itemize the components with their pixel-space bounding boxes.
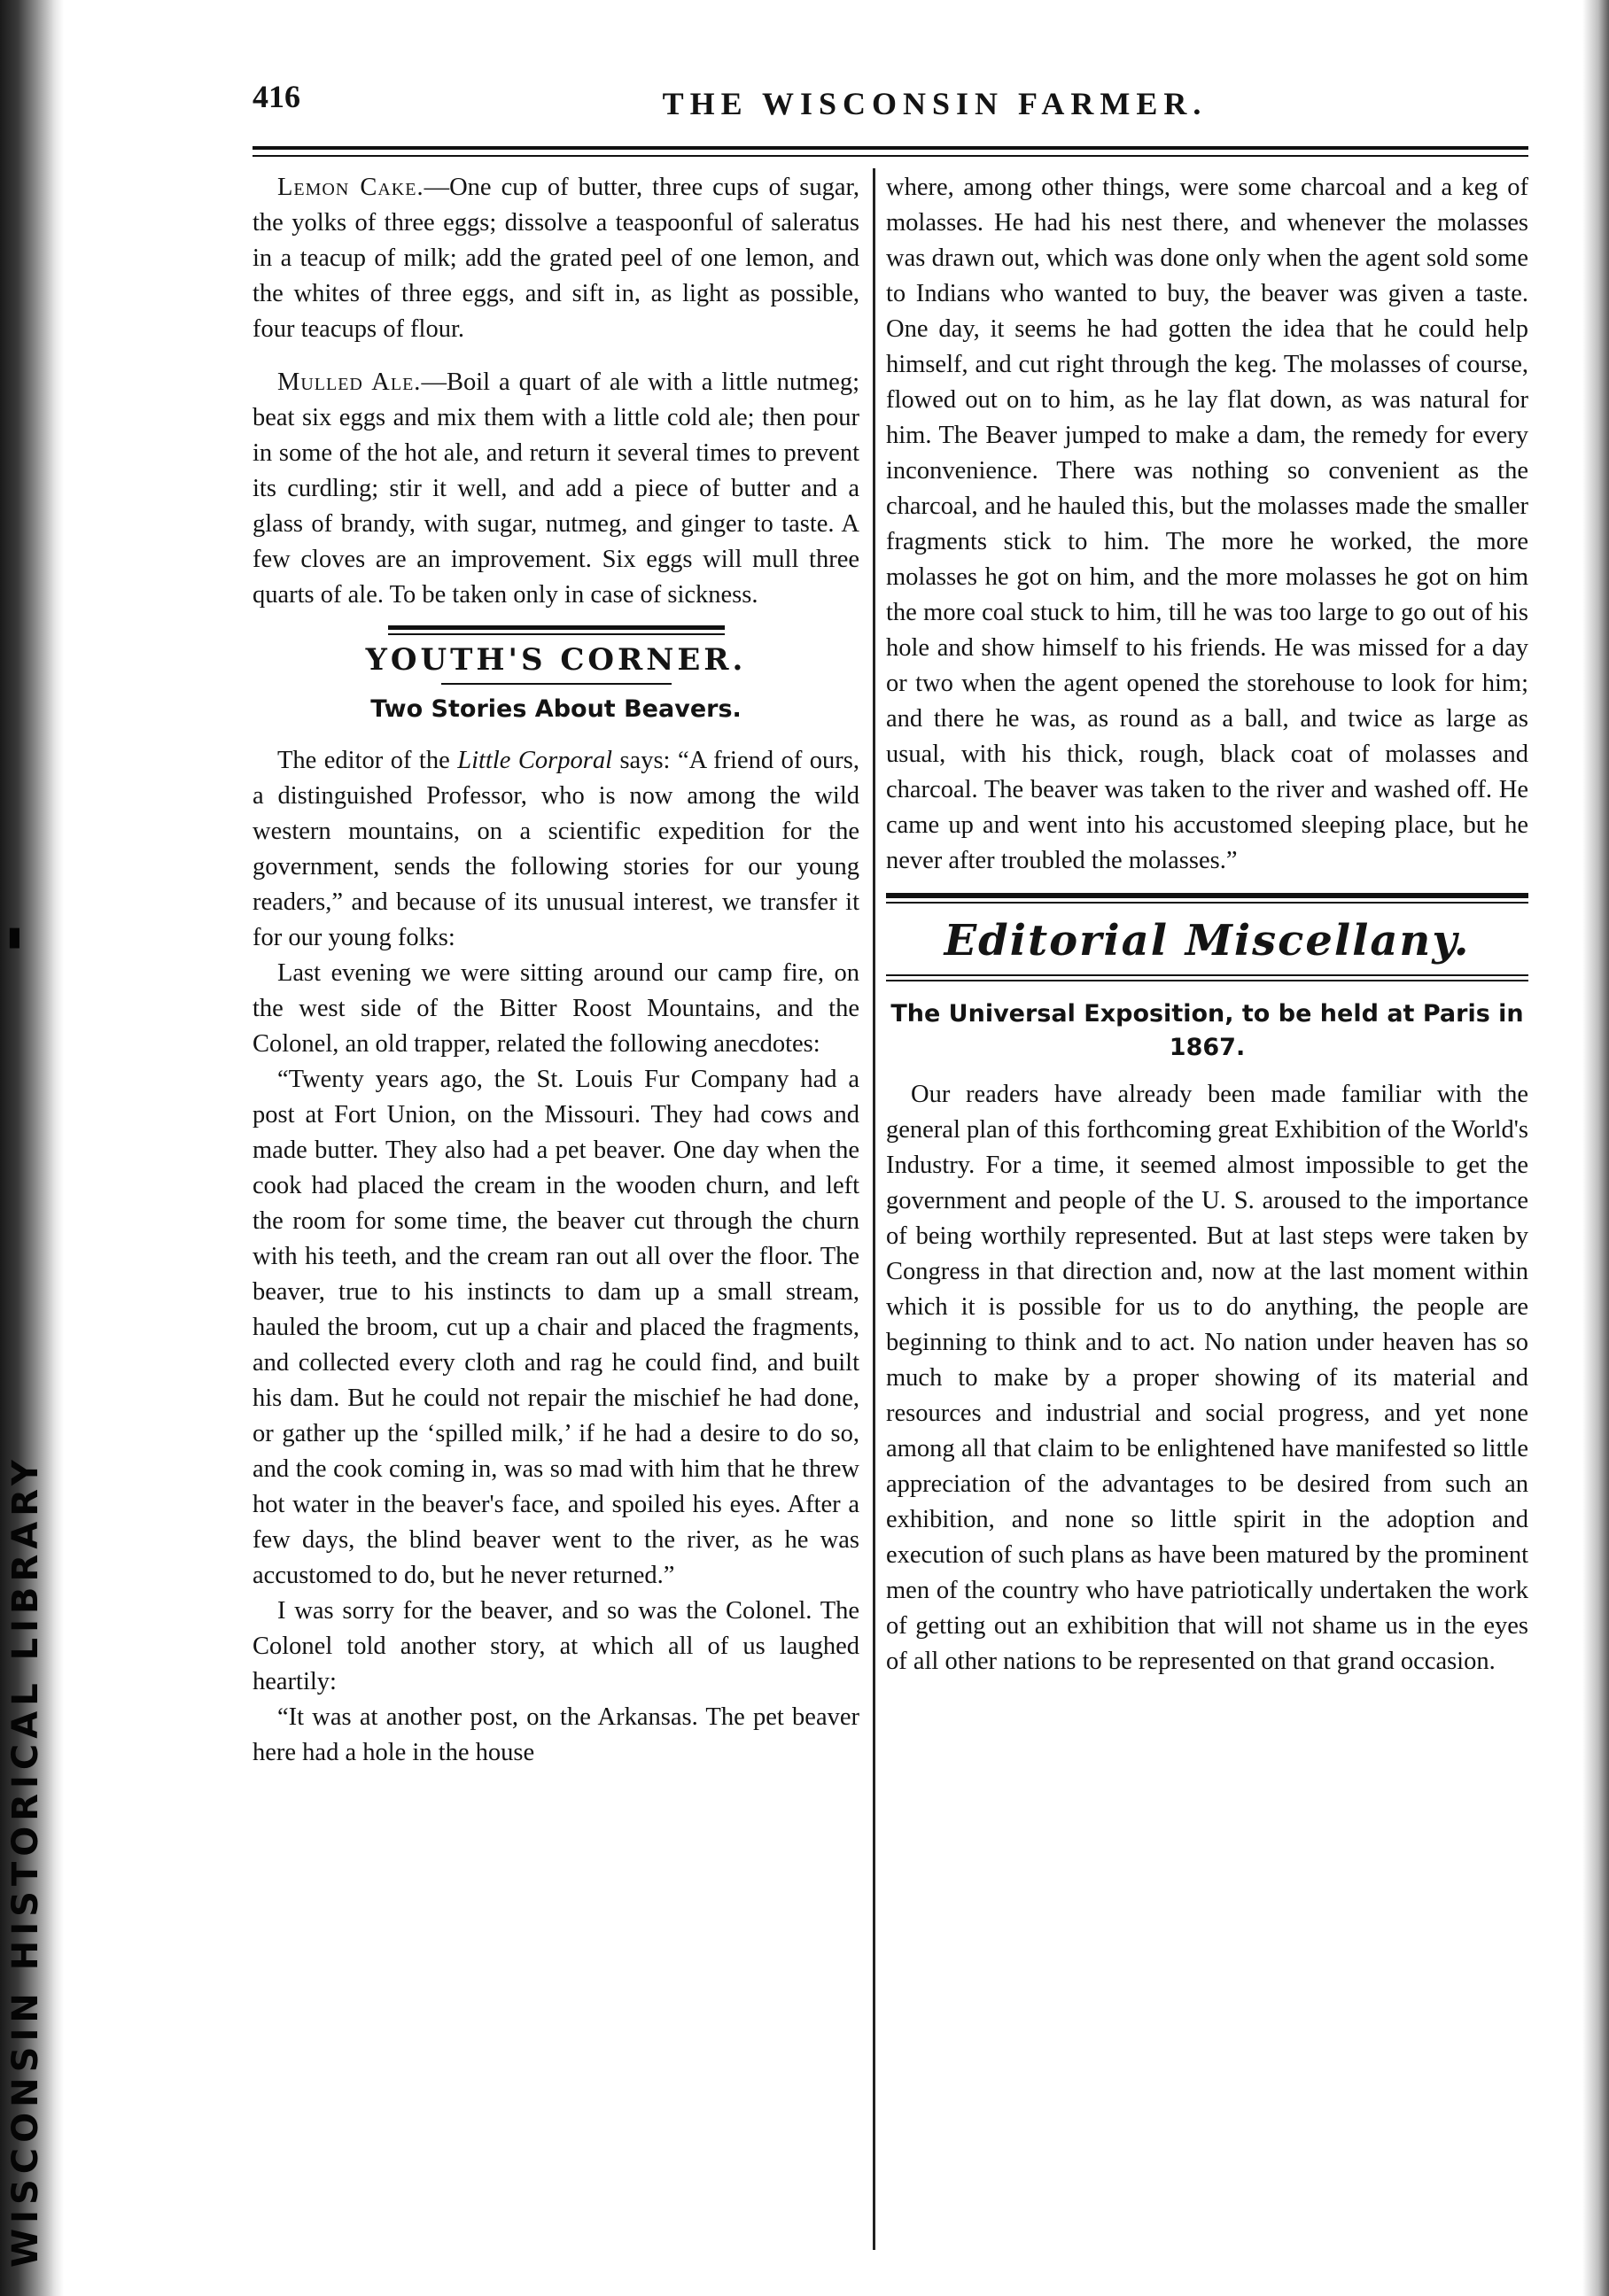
intro-paragraph [253,743,859,956]
section-rule-heavy [388,625,725,630]
column-divider [873,168,875,2250]
spine-library-label: WISCONSIN HISTORICAL LIBRARY [5,1454,46,2268]
exposition-article-title: The Universal Exposition, to be held at Paris in 1867. [890,1000,1524,1061]
story-title: Two Stories About Beavers. [370,695,742,723]
first-story-paragraph: “Twenty years ago, the St. Louis Fur Company had a post at Fort Union, on the Missouri. They had cows and made butter. They also had a pet beaver. One day when the cook had placed the cream in the wooden churn, and left the room for some time, the beaver cut through the churn with his teeth, and the cream ran out all over the floor. The beaver, true to his instincts to dam up a small stream, hauled the broom, cut up a chair and placed the fragments, and collected every cloth and rag he could find, and built his dam. But he could not repair the mischief he had done, or gather up the ‘spilled milk,’ if he had a desire to do so, and the cook coming in, was so mad with him that he threw hot water in the beaver's face, and spoiled his eyes. After a few days, the blind beaver went to the river, as he was accustomed to do, but he never returned.” [253,1066,859,1589]
exposition-paragraph: Our readers have already been made familiar with the general plan of this forthcoming great Exhibition of the World's Industry. For a time, it seemed almost impossible to get the government and people of the U. S. aroused to the importance of being worthily represented. But at last steps were taken by Congress in that direction and, now at the last moment within which it is possible for us to do anything, the people are beginning to think and to act. No nation under heaven has so much to make by a proper showing of its material and resources and industrial and social progress, and yet none among all that claim to be enlightened have manifested so little appreciation of the advantages to be desired from such an exhibition, and none so little spirit in the adoption and execution of such plans as have been matured by the prominent men of the country who have patriotically undertaken the work of getting out an exhibition that will not shame us in the eyes of all other nations to be represented on that grand occasion. [886,1081,1528,1675]
header-rule-thin [253,155,1528,157]
youths-corner-heading: YOUTH'S CORNER. [365,642,747,678]
second-story-start: “It was at another post, on the Arkansas. The pet beaver here had a hole in the house [253,1703,859,1766]
second-story-continued: where, among other things, were some charcoal and a keg of molasses. He had his nest there, and whenever the molasses was drawn out, which was done only when the agent sold some to Indians who wanted to buy, the beaver was given a taste. One day, it seems he had gotten the idea that he could help himself, and cut right through the keg. The molasses of course, flowed out on to him, as he lay flat down, as was natural for him. The Beaver jumped to make a dam, the remedy for every inconvenience. There was nothing so convenient as the charcoal, and he hauled this, but the molasses made the smaller fragments stick to him. The more he worked, the more molasses he got on him, and the more molasses he got on him the more coal stuck to him, till he was too large to go out of his hole and show himself to his friends. He was missed for a day or two when the agent opened the storehouse to look for him; and there he was, as round as a ball, and twice as large as usual, with his thick, rough, black coat of molasses and charcoal. The beaver was taken to the river and washed off. He came up and went into his accustomed sleeping place, but he never after troubled the molasses.” [886,174,1528,874]
page-right-edge [1582,0,1609,2296]
running-title: THE WISCONSIN FARMER. [662,86,1208,121]
editorial-rule-thin [886,902,1528,904]
editorial-rule-lower-1 [886,974,1528,976]
lemon-cake-title: Lemon Cake. [277,174,424,201]
right-column [886,170,1528,1679]
book-binding-edge [0,0,64,2296]
sorry-paragraph: I was sorry for the beaver, and so was the Colonel. The Colonel told another story, at which all of us laughed heartily: [253,1597,859,1695]
page-number: 416 [253,79,300,114]
story-rule [441,683,672,685]
lemon-cake-body: —One cup of butter, three cups of sugar, the yolks of three eggs; dissolve a teaspoonful of saleratus in a teacup of milk; add the grated peel of one lemon, and the whites of three eggs, and sift in, as light as possible, four teacups of flour. [253,174,859,343]
mulled-ale-recipe [253,365,859,613]
publication-name: Little Corporal [457,747,612,774]
editorial-rule-lower-2 [886,980,1528,981]
intro-text-before: The editor of the [277,747,458,774]
editorial-miscellany-heading: Editorial Miscellany. [944,916,1471,966]
header-rule-heavy [253,146,1528,150]
camp-paragraph: Last evening we were sitting around our camp fire, on the west side of the Bitter Roost Mountains, and the Colonel, an old trapper, related the following anecdotes: [253,959,859,1058]
section-rule-thin [388,633,725,635]
spine-mark: ▮ [7,921,22,952]
lemon-cake-recipe [253,170,859,347]
mulled-ale-body: —Boil a quart of ale with a little nutmeg; beat six eggs and mix them with a little cold ale; then pour in some of the hot ale, and return it several times to prevent its curdling; stir it well, and add a piece of butter and a glass of brandy, with sugar, nutmeg, and ginger to taste. A few cloves are an improvement. Six eggs will mull three quarts of ale. To be taken only in case of sickness. [253,368,859,609]
newspaper-page [253,71,1528,2268]
intro-text-after: says: “A friend of ours, a distinguished Professor, who is now among the wild western mountains, on a scientific expedition for the government, sends the following stories for our young readers,” and because of its unusual interest, we transfer it for our young folks: [253,747,859,951]
editorial-rule-heavy [886,893,1528,898]
left-column [253,170,859,1771]
mulled-ale-title: Mulled Ale. [277,368,422,396]
